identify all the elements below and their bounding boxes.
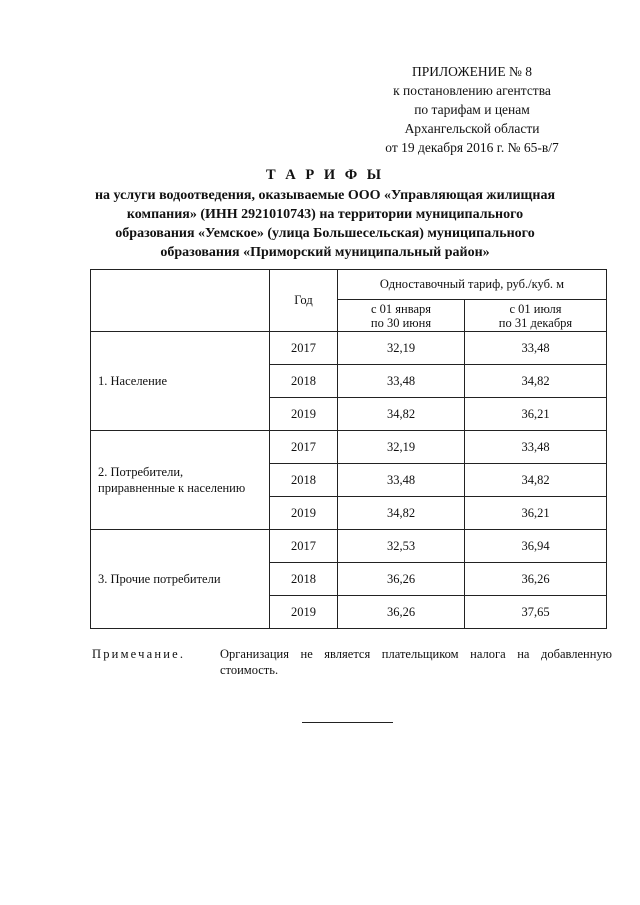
note-text: Организация не является плательщиком налога на добавленную стоимость. bbox=[220, 647, 612, 677]
year-cell: 2018 bbox=[270, 563, 338, 596]
tariff-cell: 36,21 bbox=[465, 497, 607, 530]
document-title bbox=[80, 166, 570, 262]
tariff-cell: 34,82 bbox=[338, 398, 465, 431]
category-label: 2. Потребители, bbox=[98, 465, 184, 479]
year-cell: 2018 bbox=[270, 464, 338, 497]
tariff-cell: 36,26 bbox=[465, 563, 607, 596]
tariff-cell: 34,82 bbox=[465, 464, 607, 497]
period-header-1 bbox=[338, 300, 465, 332]
year-cell: 2019 bbox=[270, 497, 338, 530]
tariff-cell: 36,94 bbox=[465, 530, 607, 563]
year-cell: 2017 bbox=[270, 431, 338, 464]
category-label: 3. Прочие потребители bbox=[98, 572, 221, 586]
appendix-line: от 19 декабря 2016 г. № 65-в/7 bbox=[385, 140, 559, 155]
tariff-cell: 33,48 bbox=[465, 431, 607, 464]
appendix-line: по тарифам и ценам bbox=[414, 102, 530, 117]
table-header-row bbox=[91, 270, 607, 300]
period-header-line: с 01 июля bbox=[509, 301, 562, 316]
table-row bbox=[91, 431, 607, 464]
period-header-line: по 30 июня bbox=[370, 315, 432, 330]
tariff-cell: 37,65 bbox=[465, 596, 607, 629]
period-header-line: по 31 декабря bbox=[498, 315, 573, 330]
tariff-table bbox=[90, 269, 607, 629]
tariff-cell: 34,82 bbox=[465, 365, 607, 398]
appendix-line: Архангельской области bbox=[404, 121, 540, 136]
category-label: 1. Население bbox=[98, 374, 168, 388]
title-main: Т А Р И Ф Ы bbox=[265, 167, 385, 183]
category-cell bbox=[91, 431, 270, 530]
category-cell bbox=[91, 332, 270, 431]
year-cell: 2017 bbox=[270, 332, 338, 365]
tariff-cell: 33,48 bbox=[338, 365, 465, 398]
tariff-cell: 32,19 bbox=[338, 431, 465, 464]
tariff-cell: 34,82 bbox=[338, 497, 465, 530]
title-line: образования «Уемское» (улица Большесельская) муниципального bbox=[115, 226, 535, 241]
appendix-line: к постановлению агентства bbox=[393, 83, 551, 98]
title-line: на услуги водоотведения, оказываемые ООО «Управляющая жилищная bbox=[94, 188, 556, 203]
appendix-line: ПРИЛОЖЕНИЕ № 8 bbox=[411, 64, 533, 79]
tariff-cell: 33,48 bbox=[465, 332, 607, 365]
closing-divider bbox=[302, 722, 393, 723]
tariff-cell: 32,53 bbox=[338, 530, 465, 563]
table-row bbox=[91, 530, 607, 563]
category-header-cell bbox=[91, 270, 270, 332]
year-cell: 2019 bbox=[270, 596, 338, 629]
period-header-line: с 01 января bbox=[370, 301, 432, 316]
tariff-cell: 36,26 bbox=[338, 563, 465, 596]
year-cell: 2019 bbox=[270, 398, 338, 431]
year-cell: 2018 bbox=[270, 365, 338, 398]
period-header-2 bbox=[465, 300, 607, 332]
tariff-cell: 32,19 bbox=[338, 332, 465, 365]
title-line: компания» (ИНН 2921010743) на территории муниципального bbox=[126, 207, 524, 222]
note-label: Примечание. bbox=[92, 647, 186, 661]
tariff-cell: 33,48 bbox=[338, 464, 465, 497]
category-label: приравненные к населению bbox=[98, 481, 246, 495]
title-line: образования «Приморский муниципальный район» bbox=[160, 245, 490, 260]
tariff-cell: 36,26 bbox=[338, 596, 465, 629]
year-header: Год bbox=[270, 270, 338, 332]
tariff-cell: 36,21 bbox=[465, 398, 607, 431]
tariff-header: Одноставочный тариф, руб./куб. м bbox=[338, 270, 607, 300]
appendix-header bbox=[372, 62, 572, 157]
table-row bbox=[91, 332, 607, 365]
year-cell: 2017 bbox=[270, 530, 338, 563]
category-cell bbox=[91, 530, 270, 629]
